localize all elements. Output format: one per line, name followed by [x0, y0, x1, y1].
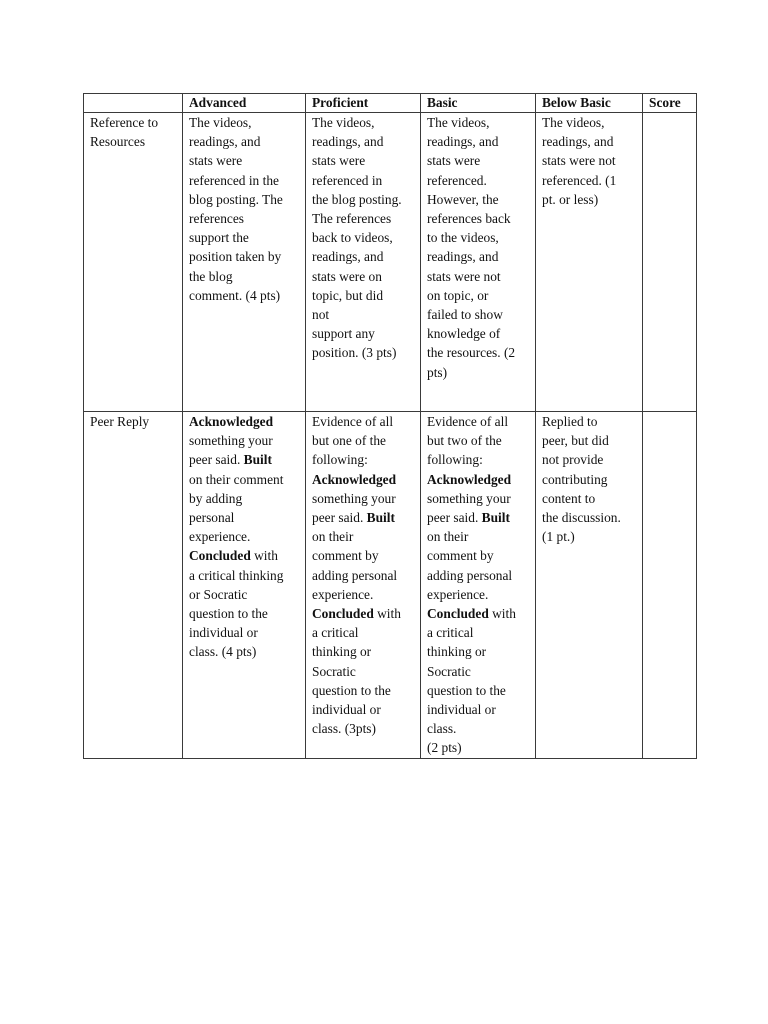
text-line: references back: [427, 211, 511, 227]
text-line: contributing: [542, 471, 608, 487]
text-line: by adding: [189, 490, 243, 506]
basic-cell: [421, 113, 536, 412]
text-fragment: with: [250, 548, 278, 564]
text-line: (2 pts): [427, 740, 462, 756]
text-line: something your: [189, 433, 273, 449]
text-line: individual or: [189, 625, 258, 641]
text-line: on topic, or: [427, 287, 489, 303]
text-line: Replied to: [542, 414, 598, 429]
text-fragment: peer said.: [427, 510, 482, 526]
bold-term: Acknowledged: [427, 471, 512, 487]
text-line: failed to show: [427, 307, 503, 323]
text-line: stats were: [189, 153, 243, 169]
text-line: question to the: [189, 606, 268, 622]
score-cell[interactable]: [643, 412, 697, 759]
text-fragment: with: [373, 606, 401, 622]
text-line: on their: [312, 529, 354, 545]
text-line: stats were: [427, 153, 481, 169]
header-criterion: [84, 94, 183, 113]
text-line: Socratic: [312, 663, 356, 679]
text-line: support the: [189, 230, 249, 246]
text-line: a critical: [312, 625, 359, 641]
text-line: readings, and: [312, 249, 384, 265]
table-row: [84, 113, 697, 412]
text-line: but one of the: [312, 433, 387, 449]
text-line: Evidence of all: [312, 414, 394, 429]
text-line: blog posting. The: [189, 191, 283, 207]
score-cell[interactable]: [643, 113, 697, 412]
text-line: something your: [427, 490, 511, 506]
proficient-cell: [306, 412, 421, 759]
basic-cell: [421, 412, 536, 759]
text-line: back to videos,: [312, 230, 393, 246]
text-line: referenced. (1: [542, 172, 617, 188]
bold-term: Built: [481, 510, 510, 526]
advanced-cell: [183, 113, 306, 412]
text-line: experience.: [312, 586, 374, 602]
text-line: readings, and: [312, 134, 384, 150]
text-line: individual or: [427, 702, 496, 718]
text-line: readings, and: [427, 249, 499, 265]
text-line: to the videos,: [427, 230, 499, 246]
text-line: stats were not: [427, 268, 501, 284]
text-line: something your: [312, 490, 396, 506]
text-line: stats were on: [312, 268, 382, 284]
text-line: individual or: [312, 702, 381, 718]
bold-term: Concluded: [312, 606, 374, 622]
text-line: Evidence of all: [427, 414, 509, 429]
text-line: The videos,: [312, 115, 375, 130]
criterion-cell: [84, 113, 183, 412]
text-line: or Socratic: [189, 586, 248, 602]
text-line: following:: [312, 452, 368, 468]
text-line: personal: [189, 510, 235, 526]
text-line: The videos,: [542, 115, 605, 130]
bold-term: Built: [243, 452, 272, 468]
below-basic-cell: [536, 113, 643, 412]
text-line: position. (3 pts): [312, 345, 397, 361]
text-line: stats were: [312, 153, 366, 169]
text-line: comment. (4 pts): [189, 287, 281, 303]
text-line: not: [312, 307, 330, 323]
advanced-cell: [183, 412, 306, 759]
text-line: pts): [427, 364, 448, 380]
bold-term: Concluded: [189, 548, 251, 564]
text-line: not provide: [542, 452, 604, 468]
text-line: The references: [312, 211, 392, 227]
text-line: stats were not: [542, 153, 616, 169]
text-line: adding personal: [312, 567, 398, 583]
text-fragment: peer said.: [189, 452, 244, 468]
text-line: topic, but did: [312, 287, 384, 303]
bold-term: Built: [366, 510, 395, 526]
text-line: the discussion.: [542, 510, 621, 526]
text-line: a critical thinking: [189, 567, 284, 583]
text-line: The videos,: [189, 115, 252, 130]
bold-term: Acknowledged: [189, 414, 274, 429]
text-line: class. (3pts): [312, 721, 376, 737]
text-line: the blog posting.: [312, 191, 402, 207]
text-line: adding personal: [427, 567, 513, 583]
text-line: referenced in: [312, 172, 383, 188]
text-line: class. (4 pts): [189, 644, 257, 660]
text-line: Reference to: [90, 115, 159, 130]
text-line: comment by: [427, 548, 494, 564]
text-fragment: peer said.: [312, 510, 367, 526]
text-line: support any: [312, 326, 375, 342]
text-line: the resources. (2: [427, 345, 516, 361]
header-score: Score: [643, 94, 697, 113]
text-line: thinking or: [427, 644, 487, 660]
bold-term: Concluded: [427, 606, 489, 622]
header-row: [84, 94, 697, 113]
header-basic: Basic: [421, 94, 536, 113]
text-line: knowledge of: [427, 326, 501, 342]
text-line: Peer Reply: [90, 414, 150, 429]
text-line: the blog: [189, 268, 233, 284]
text-line: The videos,: [427, 115, 490, 130]
bold-term: Acknowledged: [312, 471, 397, 487]
text-line: comment by: [312, 548, 379, 564]
text-line: pt. or less): [542, 191, 599, 207]
text-line: experience.: [427, 586, 489, 602]
text-line: following:: [427, 452, 483, 468]
header-advanced: Advanced: [183, 94, 306, 113]
text-line: (1 pt.): [542, 529, 575, 545]
proficient-cell: [306, 113, 421, 412]
text-line: peer, but did: [542, 433, 609, 449]
below-basic-cell: [536, 412, 643, 759]
criterion-cell: [84, 412, 183, 759]
rubric-table: [83, 93, 697, 759]
text-line: but two of the: [427, 433, 502, 449]
text-line: content to: [542, 490, 596, 506]
text-fragment: with: [488, 606, 516, 622]
text-line: However, the: [427, 191, 499, 207]
text-line: a critical: [427, 625, 474, 641]
text-line: readings, and: [427, 134, 499, 150]
text-line: referenced in the: [189, 172, 279, 188]
text-line: references: [189, 211, 245, 227]
text-line: on their: [427, 529, 469, 545]
header-proficient: Proficient: [306, 94, 421, 113]
text-line: question to the: [312, 682, 391, 698]
text-line: thinking or: [312, 644, 372, 660]
text-line: class.: [427, 721, 457, 737]
text-line: question to the: [427, 682, 506, 698]
text-line: referenced.: [427, 172, 487, 188]
text-line: Socratic: [427, 663, 471, 679]
header-below-basic: Below Basic: [536, 94, 643, 113]
text-line: Resources: [90, 134, 146, 150]
text-line: readings, and: [542, 134, 614, 150]
text-line: readings, and: [189, 134, 261, 150]
text-line: experience.: [189, 529, 251, 545]
text-line: on their comment: [189, 471, 284, 487]
text-line: position taken by: [189, 249, 282, 265]
table-row: [84, 412, 697, 759]
